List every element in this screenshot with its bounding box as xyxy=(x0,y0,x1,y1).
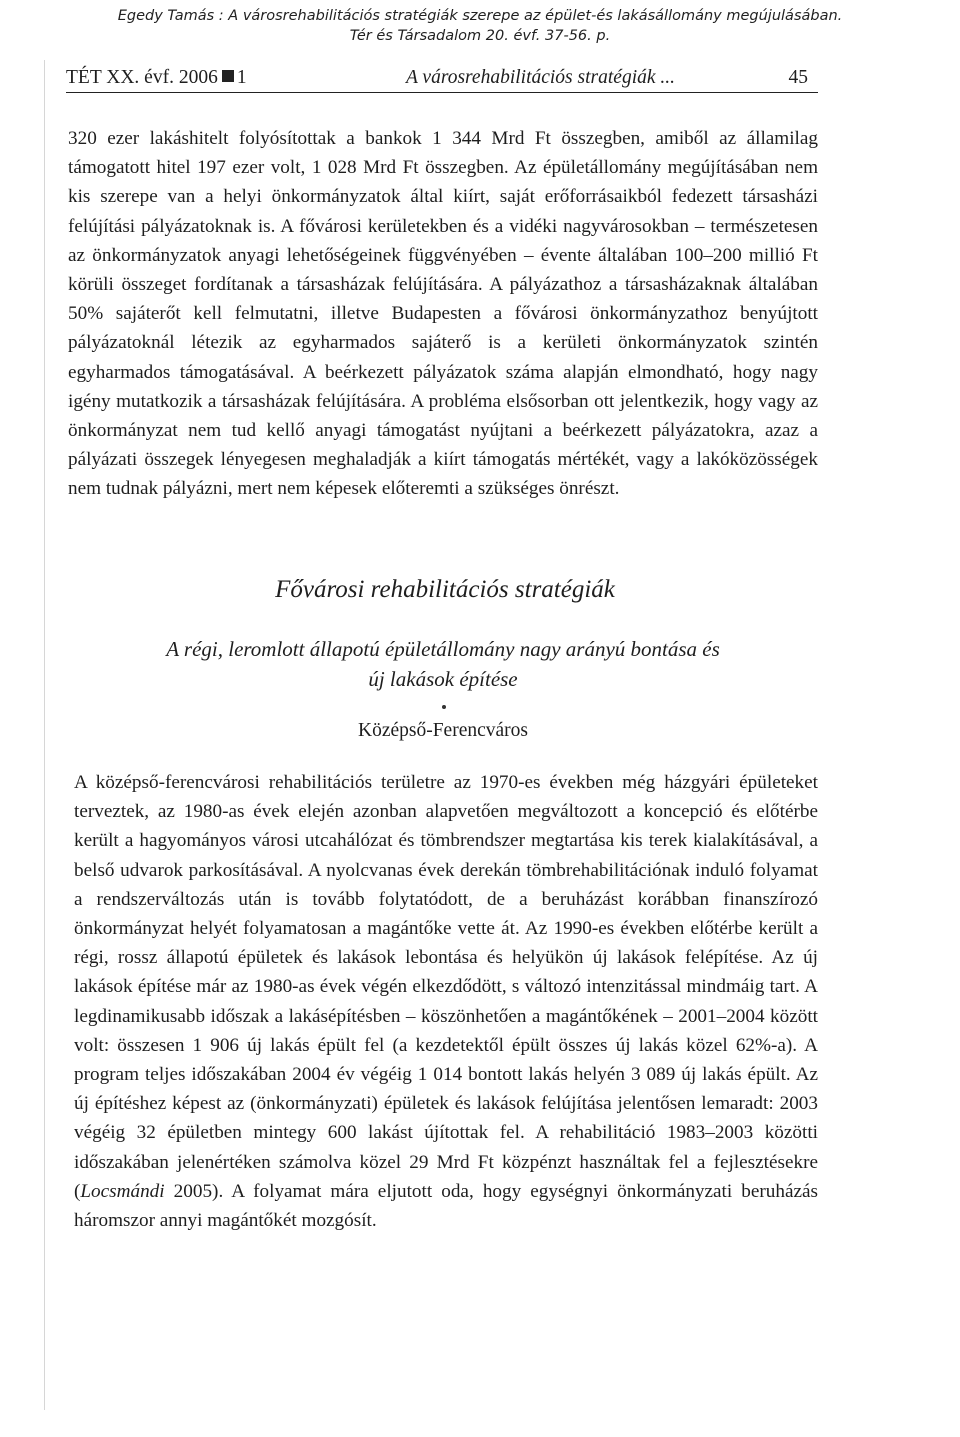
body-paragraph-2 xyxy=(74,768,818,1235)
page-number: 45 xyxy=(788,67,808,88)
running-head-issue: 1 xyxy=(236,67,247,88)
paragraph-2-text-after-citation: 2005). A folyamat mára eljutott oda, hogy egységnyi önkormányzati beruházás háromszor annyi magántőkét mozgósít. xyxy=(74,1180,818,1232)
running-head-journal-block xyxy=(66,64,247,92)
black-square-icon xyxy=(222,70,234,82)
subsection-title xyxy=(68,634,818,694)
page-edge-rule xyxy=(44,60,45,1410)
running-head-short-title: A városrehabilitációs stratégiák ... xyxy=(406,67,676,88)
subsection-title-line-1: A régi, leromlott állapotú épületállomány nagy arányú bontása és xyxy=(166,637,720,661)
subsection-title-line-2: új lakások építése xyxy=(368,667,518,691)
separator-dot xyxy=(442,705,446,709)
citation-author: Locsmándi xyxy=(80,1180,165,1202)
place-title: Középső-Ferencváros xyxy=(357,720,528,741)
running-head xyxy=(66,64,818,93)
section-title: Fővárosi rehabilitációs stratégiák xyxy=(275,576,615,603)
document-citation-header xyxy=(0,6,960,46)
citation-line-2: Tér és Társadalom 20. évf. 37-56. p. xyxy=(349,28,611,44)
citation-line-1: Egedy Tamás : A városrehabilitációs stratégiák szerepe az épület-és lakásállomány megújulásában. xyxy=(117,8,843,24)
running-head-journal: TÉT XX. évf. 2006 xyxy=(66,67,218,88)
body-paragraph-1: 320 ezer lakáshitelt folyósítottak a bankok 1 344 Mrd Ft összegben, amiből az államilag támogatott hitel 197 ezer volt, 1 028 Mrd Ft összegben. Az épületállomány megújításában nem kis szerepe van a helyi önkormányzatok által kiírt, saját erőforrásaikból fedezett társasházi felújítási pályázatoknak is. A fővárosi kerületekben és a vidéki nagyvárosokban – természetesen az önkormányzatok anyagi lehetőségeinek függvényében – évente általában 100–200 millió Ft körüli összeget fordítanak a társasházak felújítására. A pályázathoz a társasházaknak általában 50% sajáterőt kell felmutatni, illetve Budapesten a fővárosi önkormányzathoz benyújtott pályázatoknál létezik az egyharmados sajáterő is a kerületi önkormányzatok szintén egyharmados támogatásával. A beérkezett pályázatok száma alapján elmondható, hogy nagy igény mutatkozik a társasházak felújítására. A probléma elsősorban ott jelentkezik, hogy vagy az önkormányzat nem tud kellő anyagi támogatást nyújtani a beérkezett pályázatokra, azaz a pályázati összegek lényegesen meghaladják a kiírt támogatás mértékét, vagy a lakóközösségek nem tudnak pályázni, mert nem képesek előteremti a szükséges önrészt. xyxy=(68,128,818,500)
paragraph-2-text-before-citation: A középső-ferencvárosi rehabilitációs területre az 1970-es években még házgyári épületeket terveztek, az 1980-as évek elején azonban alapvetően megváltozott a koncepció és előtérbe került a hagyományos városi utcahálózat és tömbrendszer megtartása kis terek kialakításával, a belső udvarok parkosításával. A nyolcvanas évek derekán tömbrehabilitációnak induló folyamat a rendszerváltozás után is tovább folytatódott, de a beruházást korábban finanszírozó önkormányzat helyét folyamatosan a magántőke vette át. Az 1990-es években előtérbe került a régi, rossz állapotú épületek és lakások lebontása és helyükön új lakások felépítése. Az új lakások építése már az 1980-as évek végén elkezdődött, s változó intenzitással mindmáig tart. A legdinamikusabb időszak a lakásépítésben – köszönhetően a magántőkének – 2001–2004 között volt: összesen 1 906 új lakás épült fel (a kezdetektől épült összes új lakás közel 62%-a). A program teljes időszakában 2004 év végéig 1 014 bontott lakás helyén 3 089 új lakás épült. Az új építéshez képest az (önkormányzati) épületek és lakások felújítása jelentősen lemaradt: 2003 végéig 32 épületben mintegy 600 lakást újítottak fel. A rehabilitáció 1983–2003 közötti időszakában jelenértéken számolva közel 29 Mrd Ft közpénzt használtak fel a fejlesztésekre ( xyxy=(74,772,818,1202)
